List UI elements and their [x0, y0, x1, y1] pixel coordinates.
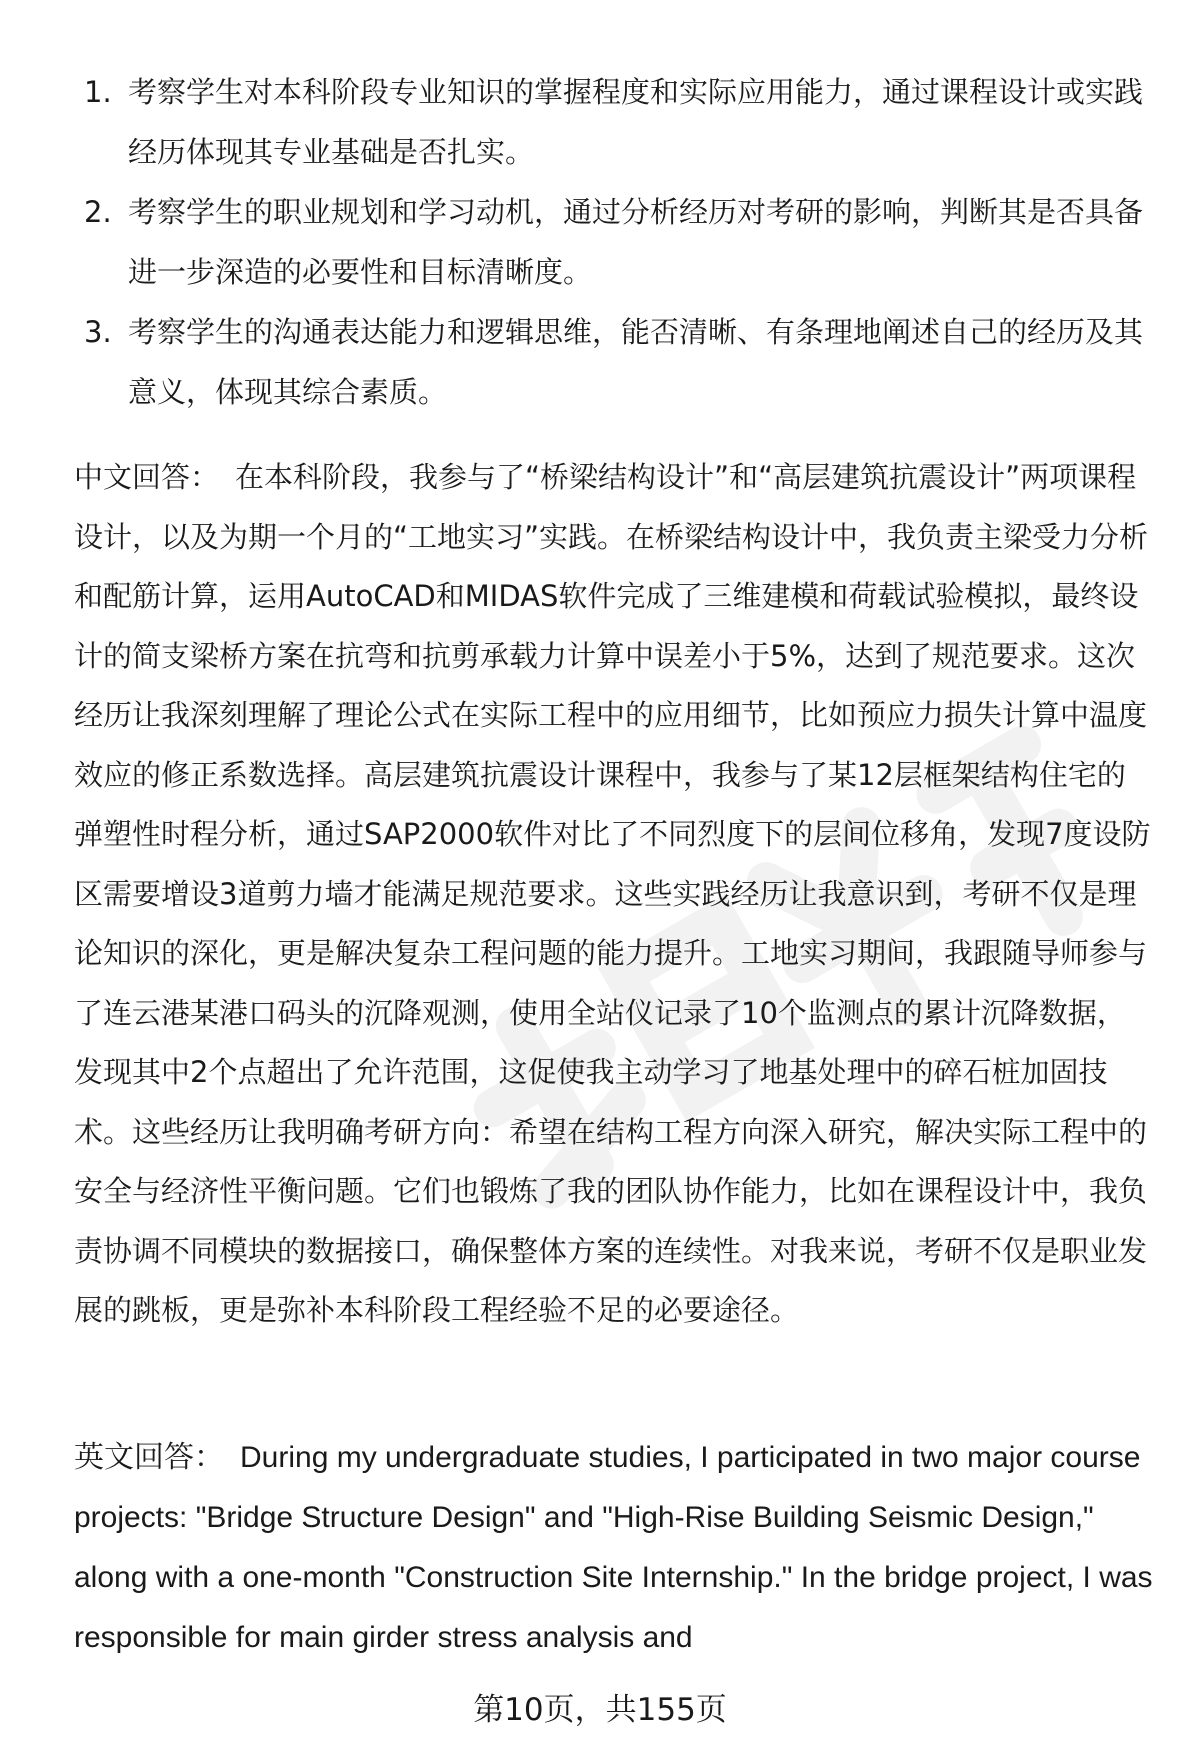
evaluation-criteria-list [84, 62, 1144, 422]
list-item-text: 考察学生对本科阶段专业知识的掌握程度和实际应用能力，通过课程设计或实践经历体现其专业基础是否扎实。 [128, 75, 1144, 169]
list-item-text: 考察学生的职业规划和学习动机，通过分析经历对考研的影响，判断其是否具备进一步深造的必要性和目标清晰度。 [128, 195, 1144, 289]
list-item-text: 考察学生的沟通表达能力和逻辑思维，能否清晰、有条理地阐述自己的经历及其意义，体现其综合素质。 [128, 315, 1144, 409]
english-answer-label: 英文回答： [74, 1441, 224, 1474]
chinese-answer-text: 在本科阶段，我参与了“桥梁结构设计”和“高层建筑抗震设计”两项课程设计，以及为期一个月的“工地实习”实践。在桥梁结构设计中，我负责主梁受力分析和配筋计算，运用AutoCAD和MIDAS软件完成了三维建模和荷载试验模拟，最终设计的简支梁桥方案在抗弯和抗剪承载力计算中误差小于5%，达到了规范要求。这次经历让我深刻理解了理论公式在实际工程中的应用细节，比如预应力损失计算中温度效应的修正系数选择。高层建筑抗震设计课程中，我参与了某12层框架结构住宅的弹塑性时程分析，通过SAP2000软件对比了不同烈度下的层间位移角，发现7度设防区需要增设3道剪力墙才能满足规范要求。这些实践经历让我意识到，考研不仅是理论知识的深化，更是解决复杂工程问题的能力提升。工地实习期间，我跟随导师参与了连云港某港口码头的沉降观测，使用全站仪记录了10个监测点的累计沉降数据，发现其中2个点超出了允许范围，这促使我主动学习了地基处理中的碎石桩加固技术。这些经历让我明确考研方向：希望在结构工程方向深入研究，解决实际工程中的安全与经济性平衡问题。它们也锻炼了我的团队协作能力，比如在课程设计中，我负责协调不同模块的数据接口，确保整体方案的连续性。对我来说，考研不仅是职业发展的跳板，更是弥补本科阶段工程经验不足的必要途径。 [74, 460, 1151, 1327]
page-number-footer: 第10页，共155页 [473, 1692, 727, 1728]
chinese-answer-paragraph [74, 448, 1154, 1341]
chinese-answer-label: 中文回答： [74, 460, 220, 494]
english-answer-paragraph [74, 1428, 1154, 1668]
list-item [84, 302, 1144, 422]
list-item [84, 62, 1144, 182]
list-item-number: 2. [84, 195, 112, 229]
list-item [84, 182, 1144, 302]
english-answer-text: During my undergraduate studies, I participated in two major course projects: "Bridge Structure Design" and "High-Rise Building Seismic Design," along with a one-month "Construction Site Internship." In the bridge project, I was responsible for main girder stress analysis and [74, 1441, 1153, 1654]
list-item-number: 1. [84, 75, 112, 109]
list-item-number: 3. [84, 315, 112, 349]
